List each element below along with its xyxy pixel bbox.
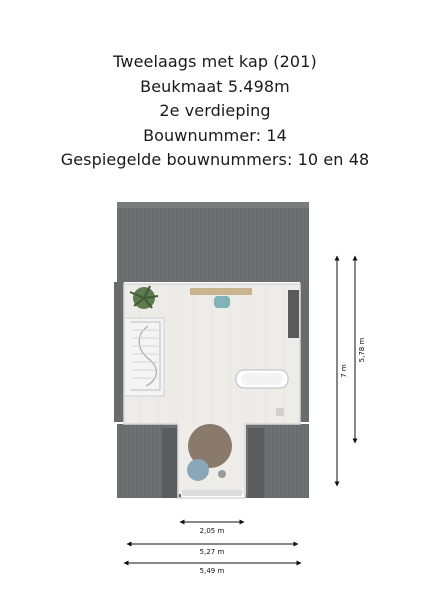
dormer-cheek-left [162, 428, 178, 498]
dormer-cheek-right [248, 428, 264, 498]
staircase [124, 318, 164, 396]
bathtub [236, 370, 288, 388]
dim-label-width-outer: 5,49 m [199, 567, 225, 575]
dim-label-height-outer: 7 m [340, 364, 348, 378]
plan-beukmaat: Beukmaat 5.498m [140, 76, 290, 96]
plan-floor-level: 2e verdieping [159, 101, 271, 120]
dim-label-width-inner: 2,05 m [199, 527, 225, 535]
dim-label-height-inner: 5,78 m [358, 337, 366, 363]
roof-top [117, 202, 309, 282]
wall-bench [288, 290, 299, 338]
plan-title: Tweelaags met kap (201) [113, 52, 317, 71]
dormer-window-sill [182, 490, 242, 496]
side-table [218, 470, 226, 478]
plan-mirrored-numbers: Gespiegelde bouwnummers: 10 en 48 [60, 150, 370, 169]
roof-left-side [114, 282, 124, 422]
small-object [276, 408, 284, 416]
roof-right-side [300, 282, 309, 422]
plan-bouwnummer: Bouwnummer: 14 [143, 125, 287, 145]
dim-label-width-mid: 5,27 m [199, 548, 225, 556]
lounge-chair [187, 459, 209, 481]
